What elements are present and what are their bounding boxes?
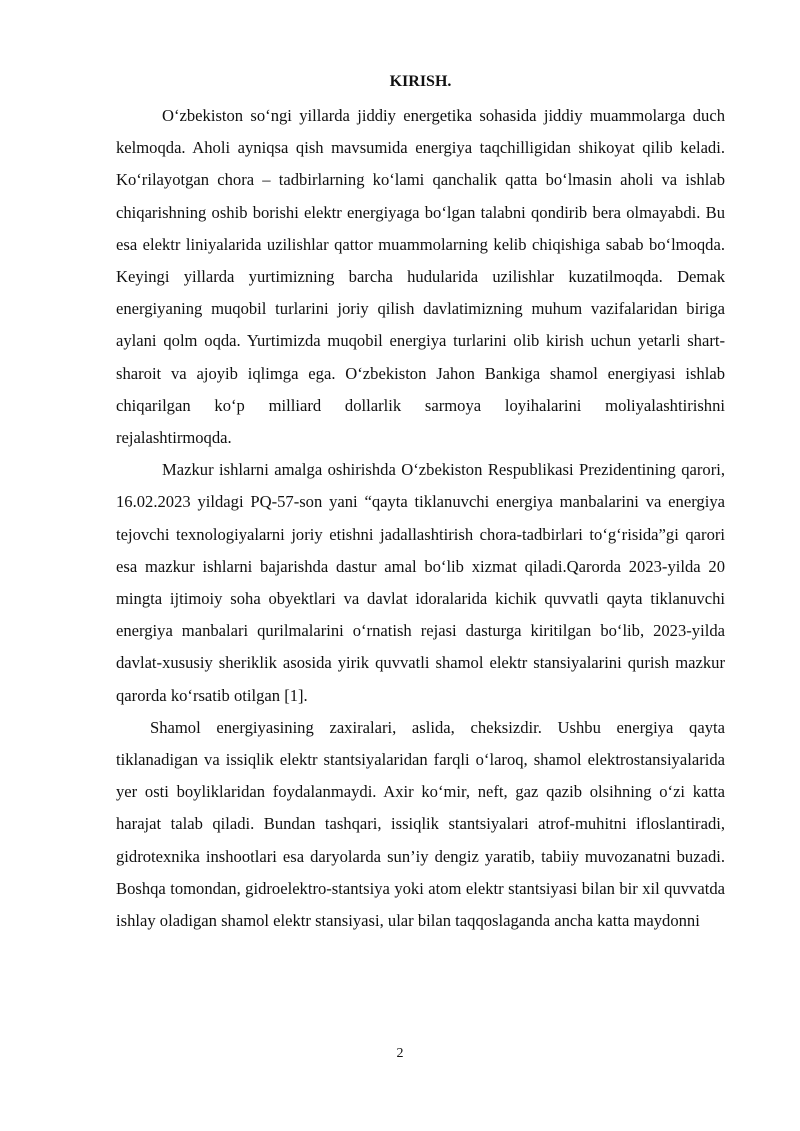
document-page (116, 72, 725, 937)
section-title: KIRISH. (389, 73, 452, 90)
page-number: 2 (396, 1046, 404, 1061)
paragraph-energy-problems: O‘zbekiston so‘ngi yillarda jiddiy energetika sohasida jiddiy muammolarga duch kelmoqda. Aholi ayniqsa qish mavsumida energiya taqchilligidan shikoyat qilib keladi. Ko‘rilayotgan chora – tadbirlarning ko‘lami qanchalik qatta bo‘lmasin aholi va ishlab chiqarishning oshib borishi elektr energiyaga bo‘lgan talabni qondirib bera olmayabdi. Bu esa elektr liniyalarida uzilishlar qattor muammolarning kelib chiqishiga sabab bo‘lmoqda. Keyingi yillarda yurtimizning barcha hudularida uzilishlar kuzatilmoqda. Demak energiyaning muqobil turlarini joriy qilish davlatimizning muhum vazifalaridan biriga aylani qolm oqda. Yurtimizda muqobil energiya turlarini olib kirish uchun yetarli shart-sharoit va ajoyib iqlimga ega. O‘zbekiston Jahon Bankiga shamol energiyasi ishlab chiqarilgan ko‘p milliard dollarlik sarmoya loyihalarini moliyalashtirishni rejalashtirmoqda. (116, 106, 725, 448)
paragraph-wind-energy-reserves: Shamol energiyasining zaxiralari, aslida, cheksizdir. Ushbu energiya qayta tiklanadigan va issiqlik elektr stantsiyalaridan farqli o‘laroq, shamol elektrostansiyalarida yer osti boyliklaridan foydalanmaydi. Axir ko‘mir, neft, gaz qazib olsihning o‘zi katta harajat talab qiladi. Bundan tashqari, issiqlik stantsiyalari atrof-muhitni ifloslantiradi, gidrotexnika inshootlari esa daryolarda sun’iy dengiz yaratib, tabiiy muvozanatni buzadi. Boshqa tomondan, gidroelektro-stantsiya yoki atom elektr stantsiyasi bilan bir xil quvvatda ishlay oladigan shamol elektr stansiyasi, ular bilan taqqoslaganda ancha katta maydonni (116, 717, 725, 931)
paragraph-presidential-decree: Mazkur ishlarni amalga oshirishda O‘zbekiston Respublikasi Prezidentining qarori, 16.02.2023 yildagi PQ-57-son yani “qayta tiklanuvchi energiya manbalarini va energiya tejovchi texnologiyalarni joriy etishni jadallashtirish chora-tadbirlari to‘g‘risida”gi qarori esa mazkur ishlarni bajarishda dastur amal bo‘lib xizmat qiladi.Qarorda 2023-yilda 20 mingta ijtimoiy soha obyektlari va davlat idoralarida kichik quvvatli qayta tiklanuvchi energiya manbalari qurilmalarini o‘rnatish rejasi dasturga kiritilgan bo‘lib, 2023-yilda davlat-xususiy sheriklik asosida yirik quvvatli shamol elektr stansiyalarini qurish mazkur qarorda ko‘rsatib otilgan [1]. (116, 460, 725, 705)
